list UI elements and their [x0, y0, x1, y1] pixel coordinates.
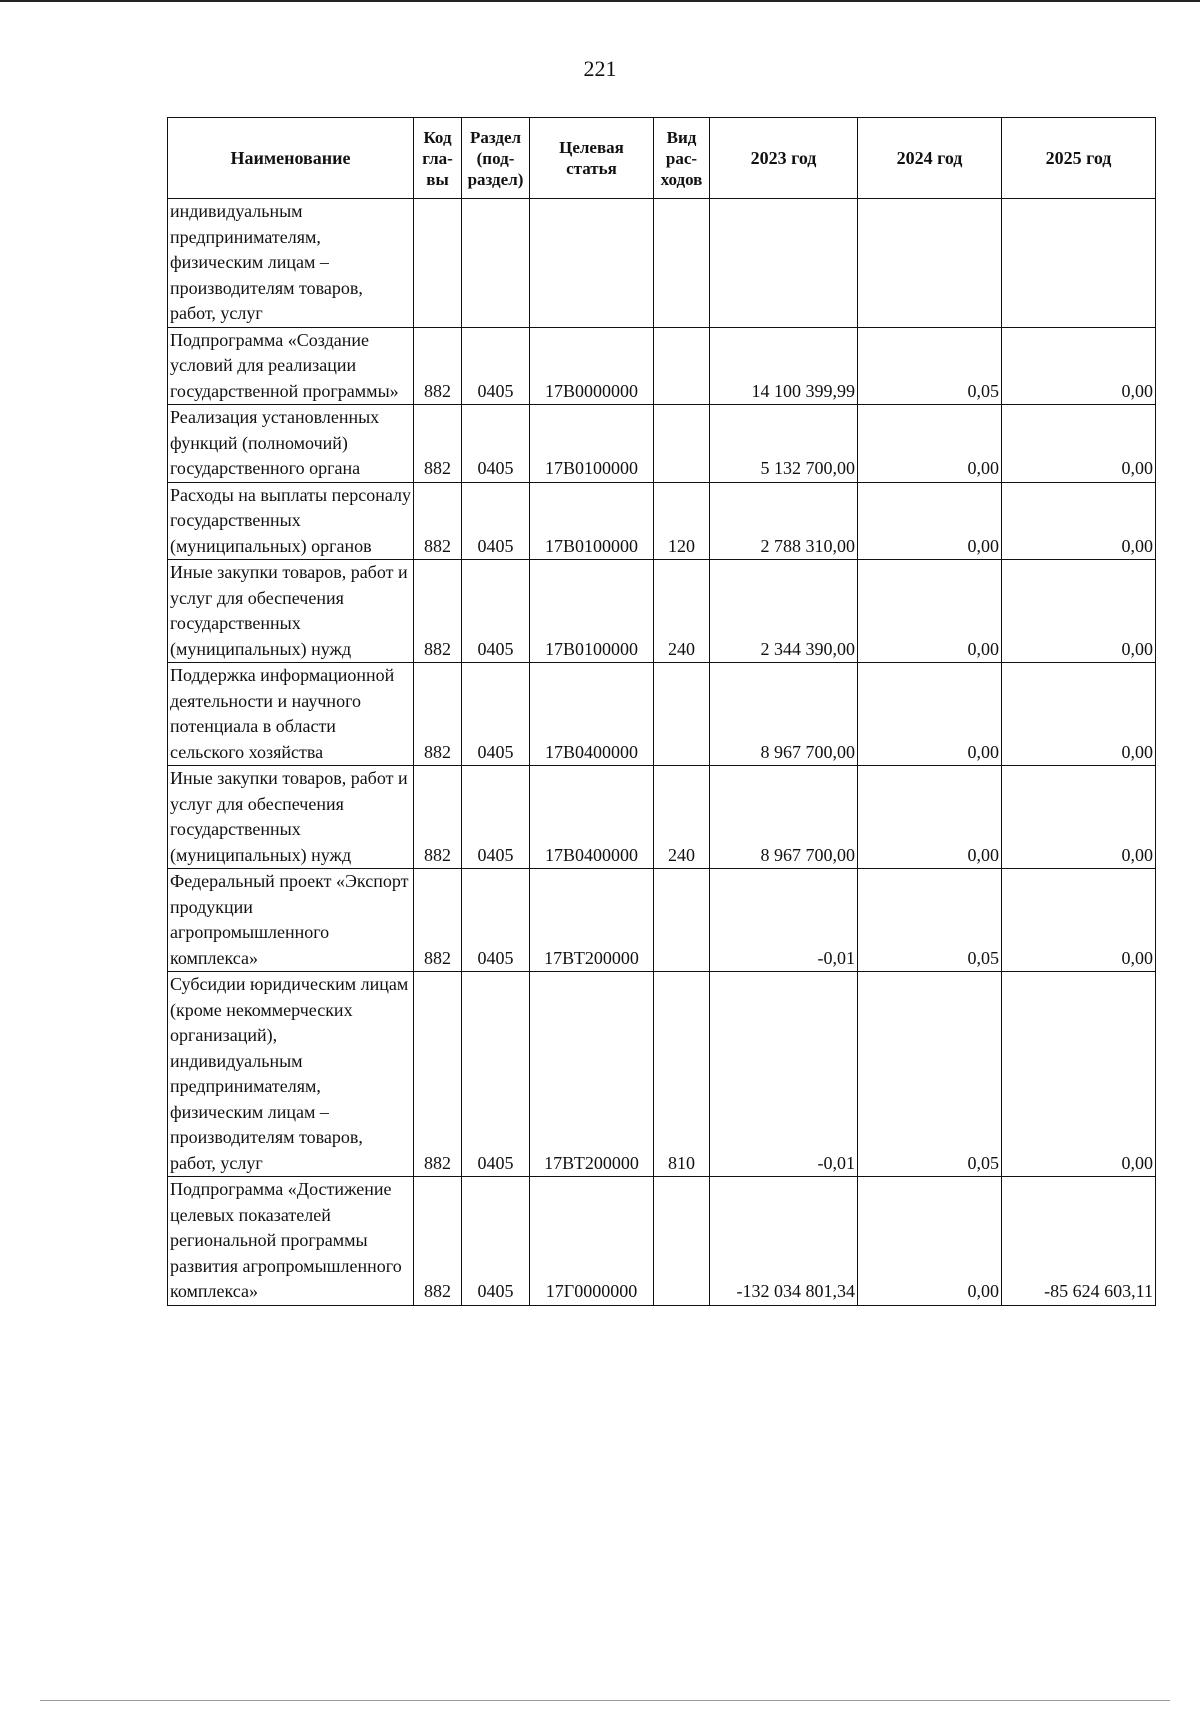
cell-2023: 14 100 399,99: [710, 327, 858, 405]
budget-table: [167, 117, 1156, 1306]
cell-expense-type: 240: [654, 560, 710, 663]
cell-2024: 0,00: [858, 405, 1002, 483]
cell-2025: 0,00: [1002, 869, 1156, 972]
cell-expense-type: [654, 869, 710, 972]
cell-name: индивидуальным предпринимателям, физическим лицам – производителям товаров, работ, услуг: [168, 199, 414, 328]
cell-expense-type: [654, 199, 710, 328]
cell-2024: 0,05: [858, 869, 1002, 972]
table-row: [168, 199, 1156, 328]
header-section: Раздел (под-раздел): [462, 118, 530, 199]
cell-2025: 0,00: [1002, 405, 1156, 483]
cell-target: 17ВТ200000: [530, 972, 654, 1177]
cell-chapter: 882: [414, 663, 462, 766]
cell-name: Подпрограмма «Достижение целевых показателей региональной программы развития агропромышленного комплекса»: [168, 1177, 414, 1306]
cell-section: 0405: [462, 663, 530, 766]
cell-2025: [1002, 199, 1156, 328]
cell-expense-type: 120: [654, 482, 710, 560]
table-row: [168, 327, 1156, 405]
scan-edge-top: [0, 0, 1200, 2]
cell-expense-type: [654, 327, 710, 405]
cell-2023: 2 788 310,00: [710, 482, 858, 560]
scan-edge-bottom: [40, 1700, 1170, 1701]
cell-target: 17ВТ200000: [530, 869, 654, 972]
cell-name: Федеральный проект «Экспорт продукции агропромышленного комплекса»: [168, 869, 414, 972]
cell-target: 17В0000000: [530, 327, 654, 405]
cell-2023: 8 967 700,00: [710, 663, 858, 766]
cell-chapter: 882: [414, 482, 462, 560]
cell-2024: 0,00: [858, 663, 1002, 766]
cell-section: 0405: [462, 972, 530, 1177]
cell-name: Иные закупки товаров, работ и услуг для обеспечения государственных (муниципальных) нужд: [168, 766, 414, 869]
cell-name: Расходы на выплаты персоналу государственных (муниципальных) органов: [168, 482, 414, 560]
table-row: [168, 560, 1156, 663]
cell-target: 17В0100000: [530, 482, 654, 560]
cell-section: 0405: [462, 482, 530, 560]
cell-expense-type: [654, 663, 710, 766]
cell-target: 17Г0000000: [530, 1177, 654, 1306]
table-row: [168, 663, 1156, 766]
cell-name: Иные закупки товаров, работ и услуг для обеспечения государственных (муниципальных) нужд: [168, 560, 414, 663]
cell-target: 17В0400000: [530, 766, 654, 869]
cell-expense-type: [654, 1177, 710, 1306]
page-number: 221: [583, 56, 617, 81]
cell-2023: -0,01: [710, 972, 858, 1177]
table-header-row: [168, 118, 1156, 199]
cell-2025: 0,00: [1002, 560, 1156, 663]
cell-2024: 0,00: [858, 482, 1002, 560]
cell-section: [462, 199, 530, 328]
cell-target: 17В0100000: [530, 405, 654, 483]
cell-2025: 0,00: [1002, 972, 1156, 1177]
cell-2023: 8 967 700,00: [710, 766, 858, 869]
cell-2023: -0,01: [710, 869, 858, 972]
cell-section: 0405: [462, 1177, 530, 1306]
cell-section: 0405: [462, 405, 530, 483]
cell-chapter: 882: [414, 1177, 462, 1306]
cell-name: Поддержка информационной деятельности и научного потенциала в области сельского хозяйства: [168, 663, 414, 766]
cell-name: Субсидии юридическим лицам (кроме некоммерческих организаций), индивидуальным предпринимателям, физическим лицам – производителям товаров, работ, услуг: [168, 972, 414, 1177]
table-row: [168, 972, 1156, 1177]
cell-expense-type: [654, 405, 710, 483]
cell-expense-type: 240: [654, 766, 710, 869]
cell-2025: 0,00: [1002, 482, 1156, 560]
cell-2024: 0,05: [858, 327, 1002, 405]
cell-2023: 2 344 390,00: [710, 560, 858, 663]
cell-2025: -85 624 603,11: [1002, 1177, 1156, 1306]
cell-chapter: 882: [414, 972, 462, 1177]
cell-chapter: [414, 199, 462, 328]
cell-name: Подпрограмма «Создание условий для реализации государственной программы»: [168, 327, 414, 405]
cell-name: Реализация установленных функций (полномочий) государственного органа: [168, 405, 414, 483]
cell-2024: 0,05: [858, 972, 1002, 1177]
header-target: Целевая статья: [530, 118, 654, 199]
cell-section: 0405: [462, 560, 530, 663]
table-row: [168, 405, 1156, 483]
cell-target: [530, 199, 654, 328]
cell-section: 0405: [462, 766, 530, 869]
header-name: Наименование: [168, 118, 414, 199]
cell-2025: 0,00: [1002, 327, 1156, 405]
cell-2023: -132 034 801,34: [710, 1177, 858, 1306]
cell-section: 0405: [462, 869, 530, 972]
header-2025: 2025 год: [1002, 118, 1156, 199]
header-2023: 2023 год: [710, 118, 858, 199]
table-row: [168, 766, 1156, 869]
cell-target: 17В0400000: [530, 663, 654, 766]
cell-2024: 0,00: [858, 560, 1002, 663]
cell-2023: 5 132 700,00: [710, 405, 858, 483]
cell-target: 17В0100000: [530, 560, 654, 663]
cell-chapter: 882: [414, 869, 462, 972]
header-chapter: Код гла-вы: [414, 118, 462, 199]
cell-2023: [710, 199, 858, 328]
table-body: [168, 199, 1156, 1306]
cell-chapter: 882: [414, 560, 462, 663]
cell-chapter: 882: [414, 766, 462, 869]
cell-expense-type: 810: [654, 972, 710, 1177]
cell-2025: 0,00: [1002, 663, 1156, 766]
cell-2024: 0,00: [858, 1177, 1002, 1306]
header-expense-type: Вид рас-ходов: [654, 118, 710, 199]
cell-2024: [858, 199, 1002, 328]
cell-2024: 0,00: [858, 766, 1002, 869]
table-row: [168, 482, 1156, 560]
header-2024: 2024 год: [858, 118, 1002, 199]
cell-2025: 0,00: [1002, 766, 1156, 869]
cell-chapter: 882: [414, 327, 462, 405]
table-row: [168, 1177, 1156, 1306]
table-row: [168, 869, 1156, 972]
cell-chapter: 882: [414, 405, 462, 483]
cell-section: 0405: [462, 327, 530, 405]
